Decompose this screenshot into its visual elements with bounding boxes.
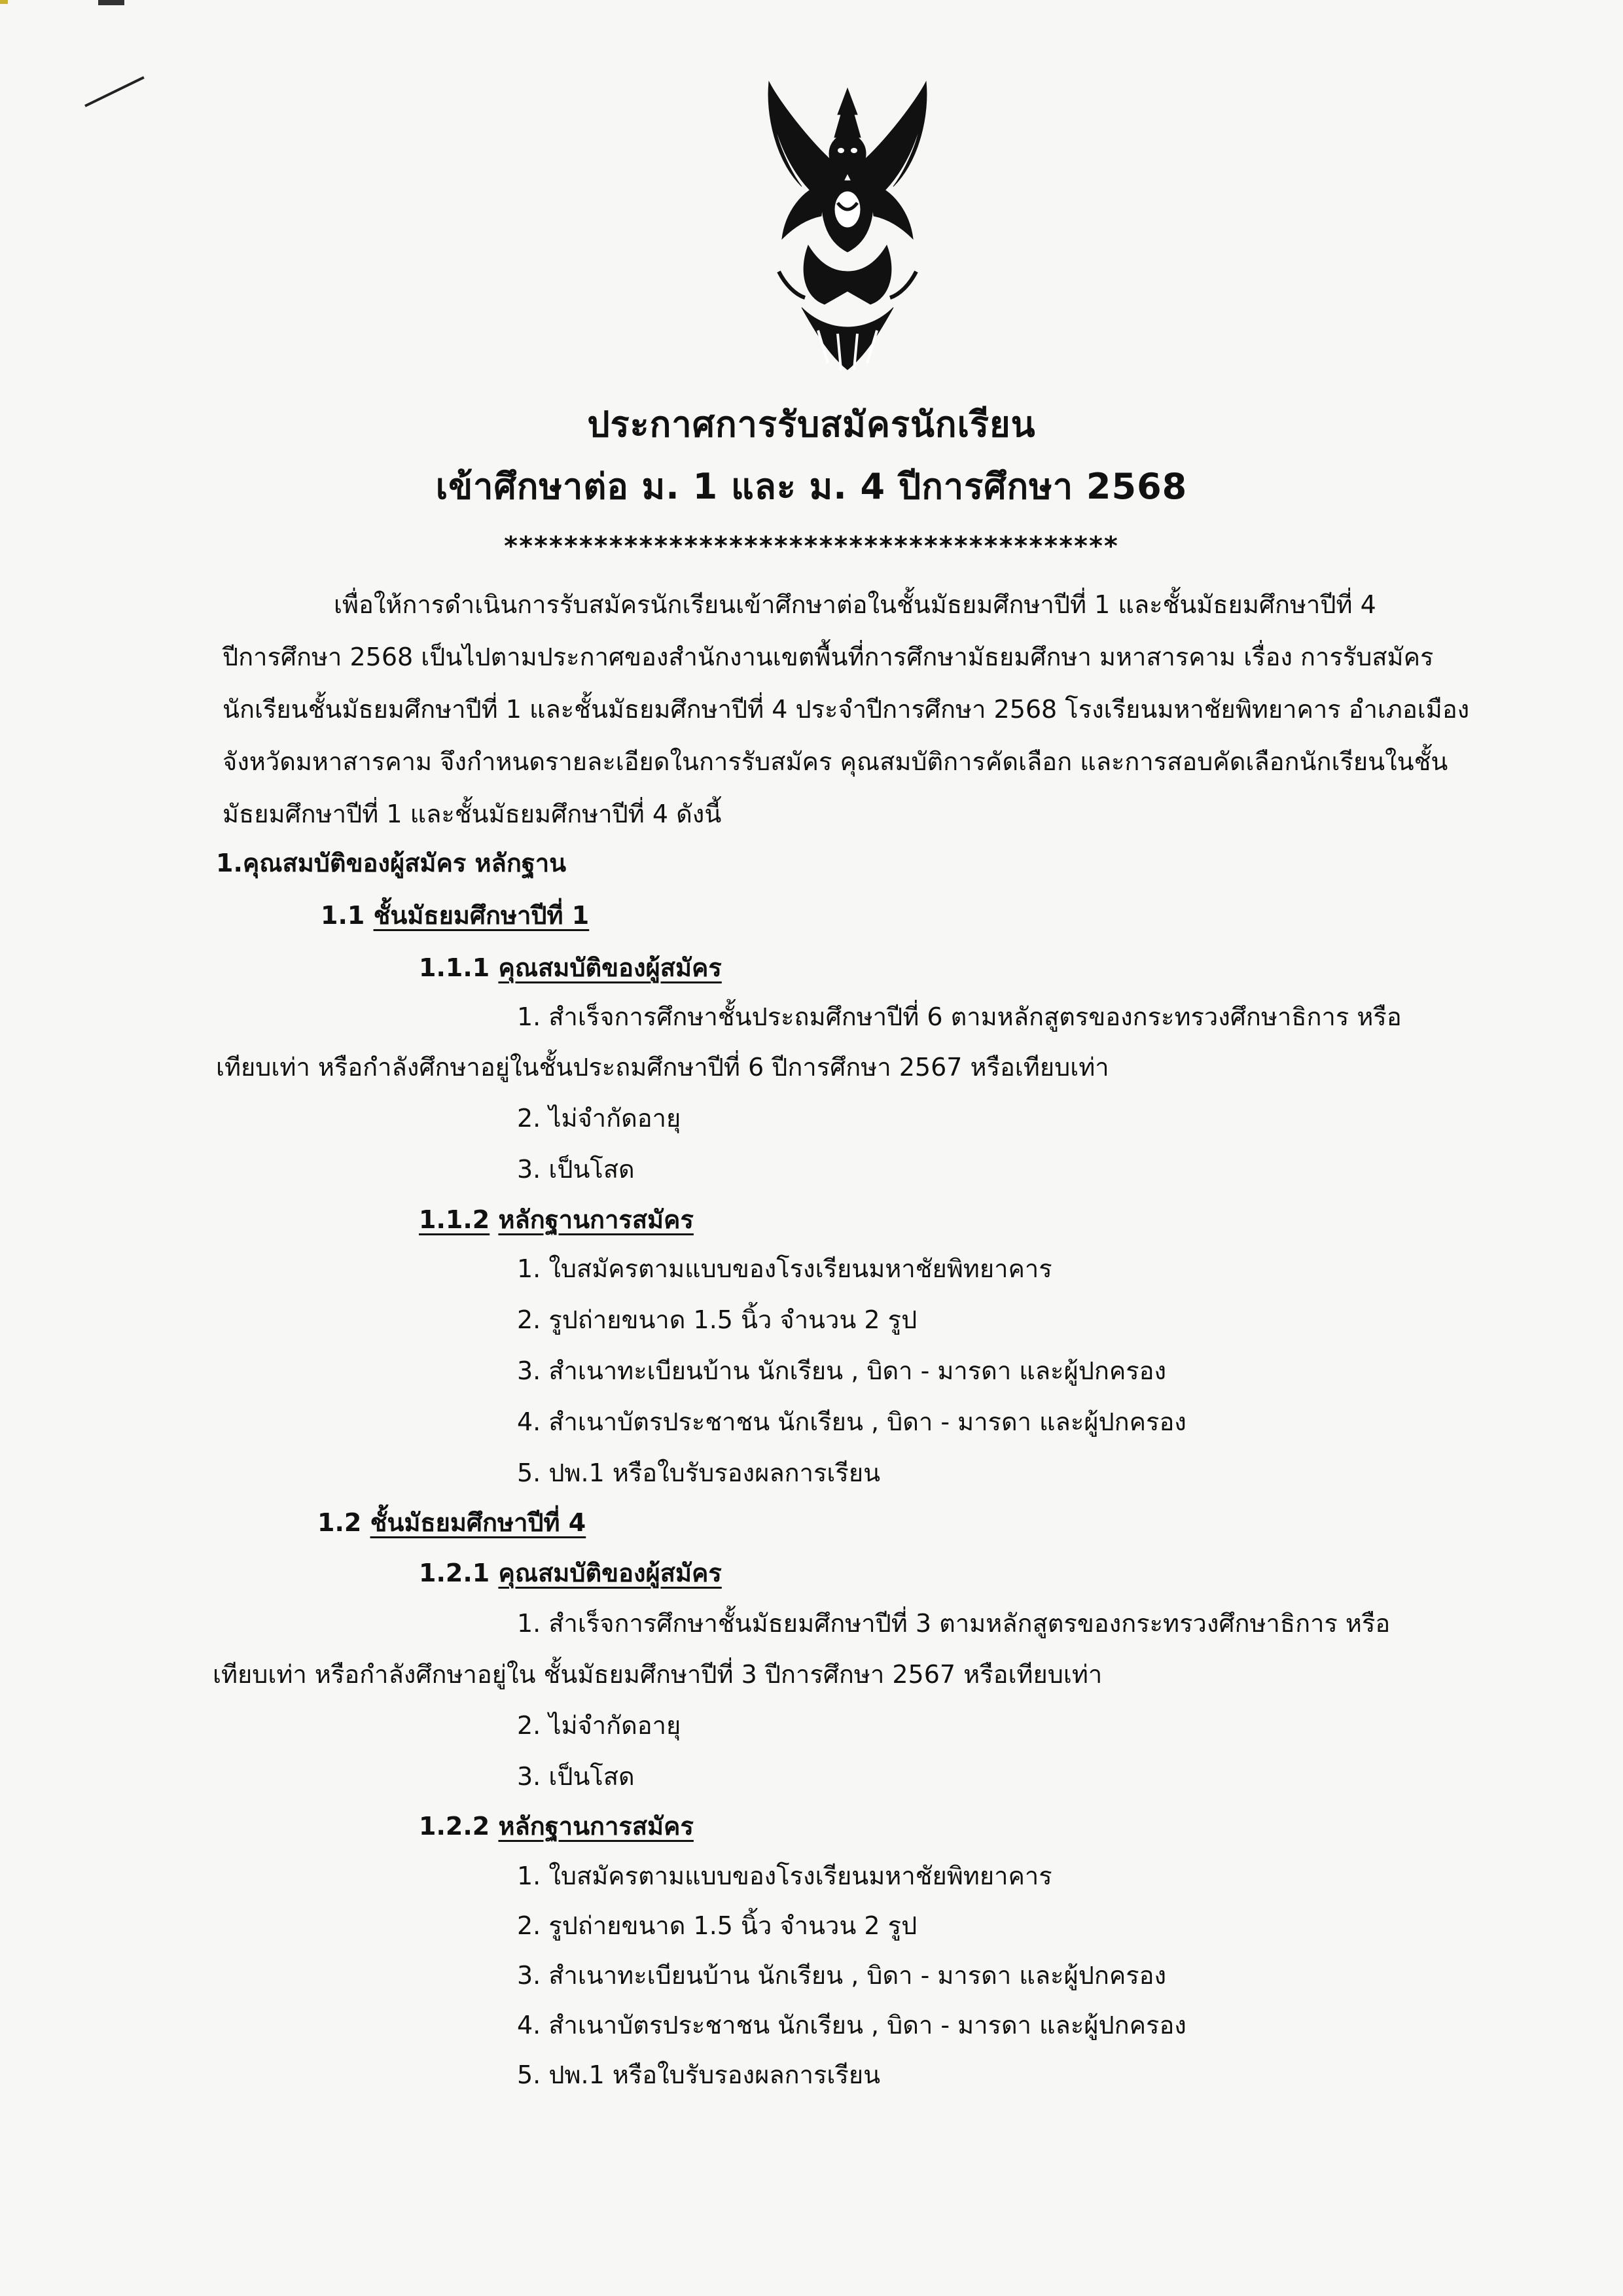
section-number: 1.2: [317, 1508, 362, 1537]
document-item-5: 5. ปพ.1 หรือใบรับรองผลการเรียน: [517, 2060, 881, 2089]
document-item-3: 3. สำเนาทะเบียนบ้าน นักเรียน , บิดา - มารดา และผู้ปกครอง: [517, 1961, 1167, 1990]
intro-line-4: จังหวัดมหาสารคาม จึงกำหนดรายละเอียดในการรับสมัคร คุณสมบัติการคัดเลือก และการสอบคัดเลือกนักเรียนในชั้น: [223, 747, 1448, 776]
document-item-4: 4. สำเนาบัตรประชาชน นักเรียน , บิดา - มารดา และผู้ปกครอง: [517, 2011, 1186, 2040]
section-title: ชั้นมัธยมศึกษาปีที่ 4: [370, 1508, 586, 1537]
section-title: ชั้นมัธยมศึกษาปีที่ 1: [373, 901, 590, 930]
separator-line: *****************************************: [504, 531, 1119, 561]
document-item-1: 1. ใบสมัครตามแบบของโรงเรียนมหาชัยพิทยาคาร: [517, 1862, 1052, 1890]
intro-line-5: มัธยมศึกษาปีที่ 1 และชั้นมัธยมศึกษาปีที่ 4 ดังนี้: [223, 800, 722, 828]
section-number: 1.1.1: [419, 953, 490, 982]
section-number: 1.1: [321, 901, 365, 930]
document-item-2: 2. รูปถ่ายขนาด 1.5 นิ้ว จำนวน 2 รูป: [517, 1305, 918, 1334]
scan-corner-mark: [0, 0, 8, 4]
document-item-5: 5. ปพ.1 หรือใบรับรองผลการเรียน: [517, 1458, 881, 1487]
garuda-emblem-icon: [740, 75, 955, 376]
intro-line-3: นักเรียนชั้นมัธยมศึกษาปีที่ 1 และชั้นมัธยมศึกษาปีที่ 4 ประจำปีการศึกษา 2568 โรงเรียนมหาชัยพิทยาคาร อำเภอเมือง: [223, 695, 1470, 724]
section-number: 1.1.2: [419, 1205, 490, 1234]
section-1-1-1-heading: [419, 955, 722, 980]
document-item-4: 4. สำเนาบัตรประชาชน นักเรียน , บิดา - มารดา และผู้ปกครอง: [517, 1407, 1186, 1436]
section-1-heading: 1.คุณสมบัติของผู้สมัคร หลักฐาน: [216, 849, 567, 877]
intro-line-1: เพื่อให้การดำเนินการรับสมัครนักเรียนเข้าศึกษาต่อในชั้นมัธยมศึกษาปีที่ 1 และชั้นมัธยมศึกษาปีที่ 4: [334, 590, 1376, 619]
section-number: 1.2.1: [419, 1559, 490, 1587]
qualification-item-2: 2. ไม่จำกัดอายุ: [517, 1711, 681, 1740]
section-title: หลักฐานการสมัคร: [498, 1205, 694, 1234]
section-1-2-heading: [317, 1510, 586, 1535]
section-title: คุณสมบัติของผู้สมัคร: [498, 953, 722, 982]
document-item-2: 2. รูปถ่ายขนาด 1.5 นิ้ว จำนวน 2 รูป: [517, 1911, 918, 1940]
qualification-item-1: 1. สำเร็จการศึกษาชั้นประถมศึกษาปีที่ 6 ตามหลักสูตรของกระทรวงศึกษาธิการ หรือ: [517, 1002, 1402, 1031]
qualification-item-1: 1. สำเร็จการศึกษาชั้นมัธยมศึกษาปีที่ 3 ตามหลักสูตรของกระทรวงศึกษาธิการ หรือ: [517, 1609, 1391, 1638]
pen-stroke-mark: [84, 76, 145, 107]
section-title: หลักฐานการสมัคร: [498, 1812, 694, 1841]
qualification-item-3: 3. เป็นโสด: [517, 1762, 635, 1791]
section-1-2-1-heading: [419, 1561, 722, 1585]
qualification-item-3: 3. เป็นโสด: [517, 1155, 635, 1184]
qualification-item-1-cont: เทียบเท่า หรือกำลังศึกษาอยู่ในชั้นประถมศึกษาปีที่ 6 ปีการศึกษา 2567 หรือเทียบเท่า: [216, 1053, 1109, 1082]
qualification-item-1-cont: เทียบเท่า หรือกำลังศึกษาอยู่ใน ชั้นมัธยมศึกษาปีที่ 3 ปีการศึกษา 2567 หรือเทียบเท่า: [213, 1660, 1103, 1689]
document-item-1: 1. ใบสมัครตามแบบของโรงเรียนมหาชัยพิทยาคาร: [517, 1254, 1052, 1283]
announcement-subtitle: เข้าศึกษาต่อ ม. 1 และ ม. 4 ปีการศึกษา 2568: [435, 466, 1188, 507]
intro-line-2: ปีการศึกษา 2568 เป็นไปตามประกาศของสำนักงานเขตพื้นที่การศึกษามัธยมศึกษา มหาสารคาม เรื่อง การรับสมัคร: [223, 643, 1434, 671]
section-1-1-heading: [321, 903, 589, 928]
document-item-3: 3. สำเนาทะเบียนบ้าน นักเรียน , บิดา - มารดา และผู้ปกครอง: [517, 1356, 1167, 1385]
section-number: 1.2.2: [419, 1812, 490, 1841]
section-1-2-2-heading: [419, 1814, 694, 1839]
section-title: คุณสมบัติของผู้สมัคร: [498, 1559, 722, 1587]
scan-corner-mark-dark: [98, 0, 124, 5]
announcement-title: ประกาศการรับสมัครนักเรียน: [587, 404, 1036, 445]
qualification-item-2: 2. ไม่จำกัดอายุ: [517, 1104, 681, 1133]
section-1-1-2-heading: [419, 1207, 694, 1232]
